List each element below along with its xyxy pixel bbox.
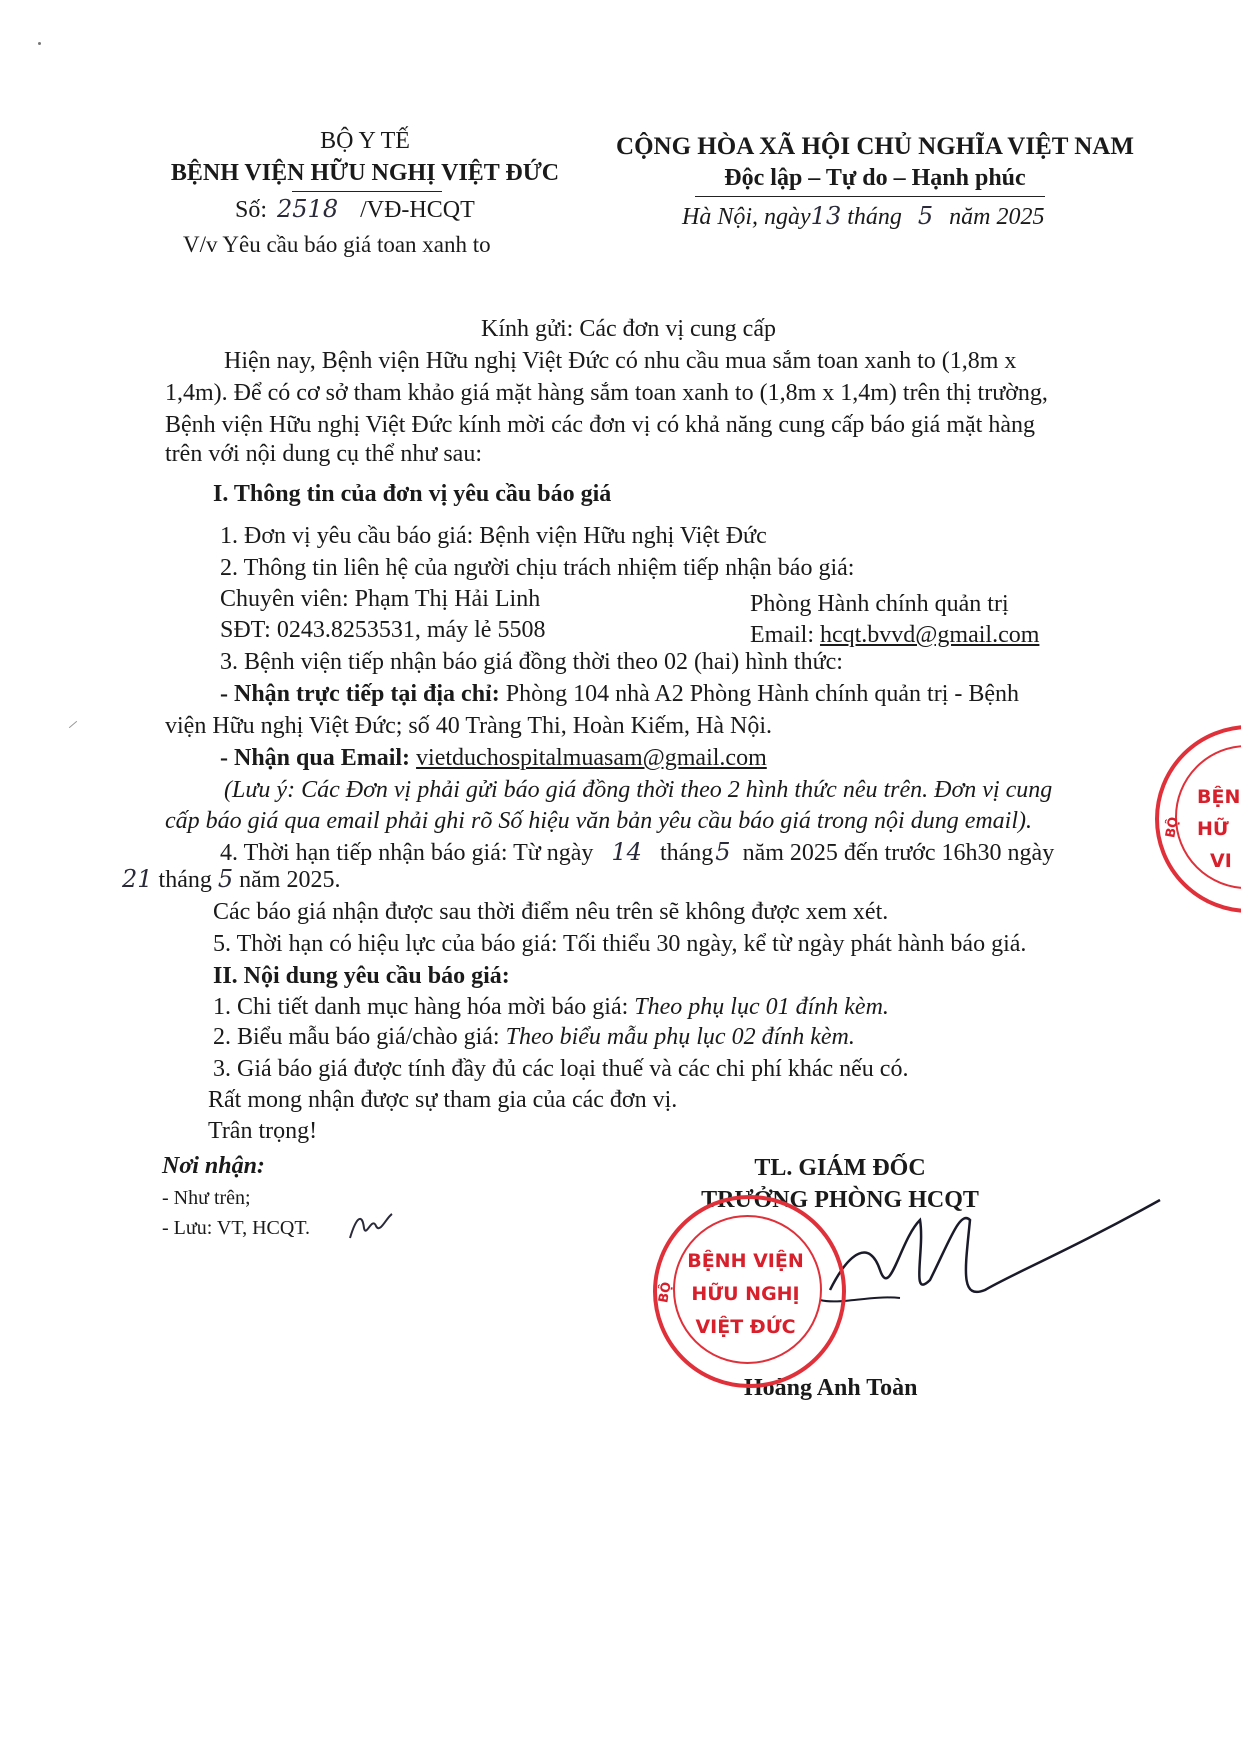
signature-title-1: TL. GIÁM ĐỐC [754,1155,926,1181]
direct-text-continued: viện Hữu nghị Việt Đức; số 40 Tràng Thi, Hoàn Kiếm, Hà Nội. [165,713,772,739]
late-note: Các báo giá nhận được sau thời điểm nêu trên sẽ không được xem xét. [213,899,889,925]
scan-speck [38,42,41,45]
section1-item-5: 5. Thời hạn có hiệu lực của báo giá: Tối thiểu 30 ngày, kể từ ngày phát hành báo giá. [213,931,1027,957]
date-prefix: Hà Nội, ngày [682,204,811,230]
motto-underline [695,196,1045,197]
national-motto: Độc lập – Tự do – Hạnh phúc [724,165,1026,191]
closing-line-1: Rất mong nhận được sự tham gia của các đơn vị. [208,1087,678,1113]
document-subject: V/v Yêu cầu báo giá toan xanh to [183,232,491,257]
intro-line-1: Hiện nay, Bệnh viện Hữu nghị Việt Đức có nhu cầu mua sắm toan xanh to (1,8m x [224,348,1017,374]
issue-date [682,202,1045,231]
seal-rim-text: BỘ [656,1280,675,1305]
section2-item2-prefix: 2. Biểu mẫu báo giá/chào giá: [213,1024,500,1050]
date-month-label: tháng [847,204,902,230]
signature-scribble-icon [810,1180,1170,1340]
contact-email-row [750,621,1039,650]
section2-item-2 [213,1023,855,1052]
edge-seal-line-1: BỆN [1197,786,1241,808]
item4-day-2: 21 [122,865,153,893]
recipients-line-1: - Như trên; [162,1187,251,1209]
edge-seal-line-3: VI [1210,850,1232,872]
initials-mark-icon [346,1208,396,1248]
scan-speck [69,721,77,728]
contact-department: Phòng Hành chính quản trị [750,591,1009,617]
item4-month: 5 [715,838,731,866]
seal-line-3: VIỆT ĐỨC [695,1316,796,1338]
email-submission [220,744,767,773]
email-label: - Nhận qua Email: [220,745,411,771]
ministry-name: BỘ Y TẾ [320,128,410,154]
date-year: năm 2025 [949,204,1045,230]
hospital-name: BỆNH VIỆN HỮU NGHỊ VIỆT ĐỨC [170,160,560,186]
submission-email-link[interactable]: vietduchospitalmuasam@gmail.com [416,745,767,771]
intro-line-2: 1,4m). Để có cơ sở tham khảo giá mặt hàng sắm toan xanh to (1,8m x 1,4m) trên thị trường, [165,380,1048,406]
item4-month-label-2: tháng [158,867,212,893]
section2-item-3: 3. Giá báo giá được tính đầy đủ các loại thuế và các chi phí khác nếu có. [213,1056,909,1082]
number-handwritten: 2518 [277,195,339,223]
contact-email-label: Email: [750,622,814,648]
intro-line-4: trên với nội dung cụ thể như sau: [165,441,482,467]
edge-seal-rim-text: BỘ [1163,815,1182,840]
section1-item-4 [220,838,1054,868]
intro-line-3: Bệnh viện Hữu nghị Việt Đức kính mời các đơn vị có khả năng cung cấp báo giá mặt hàng [165,412,1035,438]
item4-month-label: tháng [659,840,714,866]
closing-line-2: Trân trọng! [208,1118,318,1144]
seal-line-1: BỆNH VIỆN [687,1250,804,1272]
item4-prefix: 4. Thời hạn tiếp nhận báo giá: Từ ngày [220,840,594,866]
number-suffix: /VĐ-HCQT [360,197,475,223]
recipients-line-2: - Lưu: VT, HCQT. [162,1217,311,1239]
note-line-2: cấp báo giá qua email phải ghi rõ Số hiệu văn bản yêu cầu báo giá trong nội dung email). [165,808,1033,834]
section1-item-3: 3. Bệnh viện tiếp nhận báo giá đồng thời theo 02 (hai) hình thức: [220,649,843,675]
signature-title-2: TRƯỞNG PHÒNG HCQT [701,1187,979,1213]
item4-day: 14 [611,838,642,866]
contact-email-link[interactable]: hcqt.bvvd@gmail.com [819,622,1040,648]
edge-seal-line-2: HỮ [1197,818,1229,840]
direct-text: Phòng 104 nhà A2 Phòng Hành chính quản trị - Bệnh [505,681,1020,707]
section1-item-2: 2. Thông tin liên hệ của người chịu trách nhiệm tiếp nhận báo giá: [220,555,855,581]
item4-continued [122,865,340,895]
hospital-underline [292,191,442,192]
country-name: CỘNG HÒA XÃ HỘI CHỦ NGHĨA VIỆT NAM [616,133,1134,160]
direct-label: - Nhận trực tiếp tại địa chỉ: [220,681,500,707]
item4-year-2: năm 2025. [239,867,341,893]
note-line-1: (Lưu ý: Các Đơn vị phải gửi báo giá đồng thời theo 2 hình thức nêu trên. Đơn vị cung [224,777,1053,803]
recipients-title: Nơi nhận: [162,1153,265,1179]
direct-submission [220,680,1019,709]
date-month: 5 [917,202,934,230]
item4-month-2: 5 [217,865,234,893]
section2-item1-prefix: 1. Chi tiết danh mục hàng hóa mời báo giá: [213,994,629,1020]
section2-item1-italic: Theo phụ lục 01 đính kèm. [634,994,889,1020]
section2-heading: II. Nội dung yêu cầu báo giá: [213,963,510,989]
contact-name: Chuyên viên: Phạm Thị Hải Linh [220,586,541,612]
section2-item2-italic: Theo biểu mẫu phụ lục 02 đính kèm. [505,1024,855,1050]
signer-name: Hoàng Anh Toàn [744,1375,918,1401]
date-day: 13 [810,202,842,230]
contact-phone: SĐT: 0243.8253531, máy lẻ 5508 [220,617,546,643]
section1-heading: I. Thông tin của đơn vị yêu cầu báo giá [213,481,612,507]
greeting: Kính gửi: Các đơn vị cung cấp [481,316,776,342]
section2-item-1 [213,993,889,1022]
item4-suffix: năm 2025 đến trước 16h30 ngày [742,840,1055,866]
number-prefix: Số: [235,197,268,223]
seal-line-2: HỮU NGHỊ [691,1283,800,1305]
document-number [235,195,475,224]
section1-item-1: 1. Đơn vị yêu cầu báo giá: Bệnh viện Hữu nghị Việt Đức [220,523,767,549]
